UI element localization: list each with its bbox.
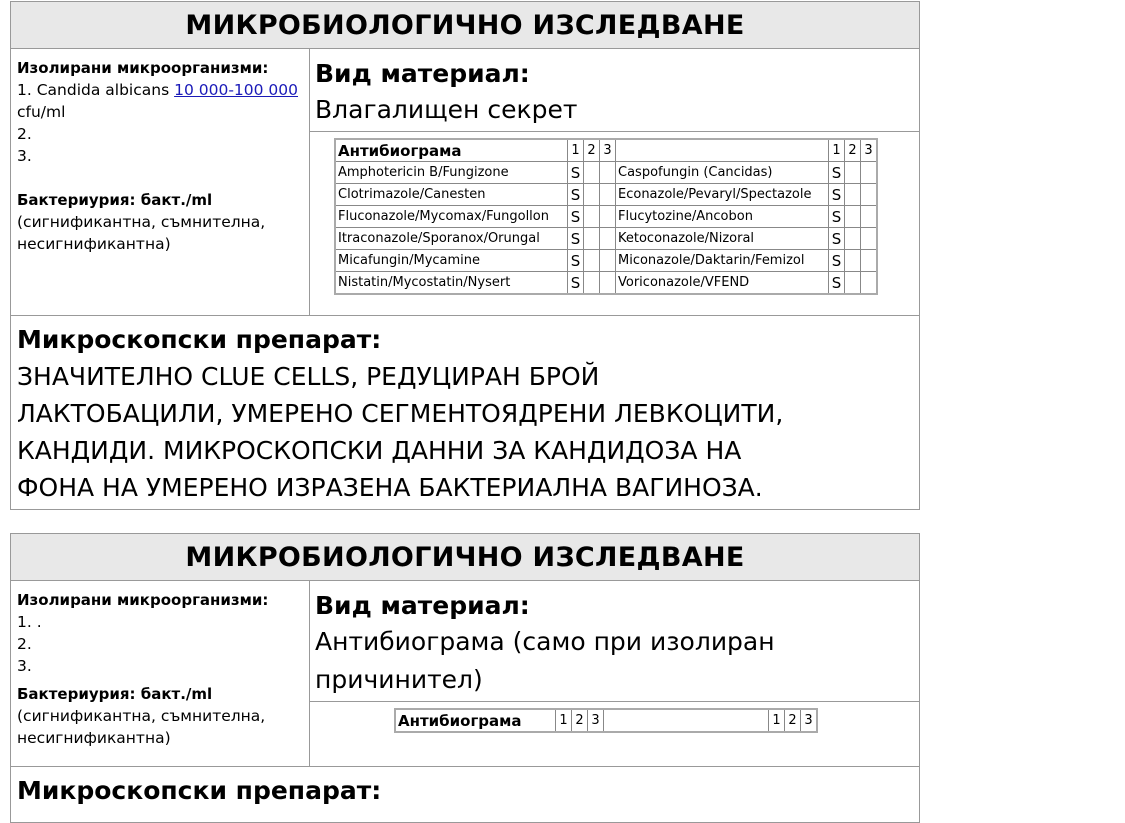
microscopy-label: Микроскопски препарат: xyxy=(17,776,382,805)
isolate-1: 1. Candida albicans 10 000-100 000 cfu/ml xyxy=(17,81,299,121)
microscopy-line: ЗНАЧИТЕЛНО CLUE CELLS, РЕДУЦИРАН БРОЙ xyxy=(17,362,600,391)
result-cell xyxy=(861,162,878,184)
antibiogram-wrap xyxy=(310,701,919,766)
result-cell xyxy=(861,272,878,295)
result-cell xyxy=(600,162,616,184)
cfu-link[interactable]: 10 000-100 000 xyxy=(174,81,299,99)
col-num: 1 xyxy=(829,139,845,162)
result-cell xyxy=(861,228,878,250)
result-cell: S xyxy=(568,250,584,272)
result-cell xyxy=(600,184,616,206)
result-cell xyxy=(600,228,616,250)
result-cell xyxy=(600,272,616,295)
isolated-organisms-panel xyxy=(11,581,310,766)
microscopy-block xyxy=(11,316,919,506)
material-value: Влагалищен секрет xyxy=(315,95,578,124)
result-cell xyxy=(845,228,861,250)
result-cell xyxy=(845,206,861,228)
antibiogram-row xyxy=(335,228,877,250)
empty-cell xyxy=(604,709,769,732)
drug-name: Itraconazole/Sporanox/Orungal xyxy=(335,228,568,250)
isolated-label: Изолирани микроорганизми: xyxy=(17,59,269,77)
result-cell: S xyxy=(568,184,584,206)
result-cell xyxy=(584,184,600,206)
antibiogram-header-row xyxy=(335,139,877,162)
drug-name: Caspofungin (Cancidas) xyxy=(616,162,829,184)
col-num: 3 xyxy=(861,139,878,162)
bacteriuria-note: (сигнификантна, съмнителна, несигнификантна) xyxy=(17,213,266,253)
bacteriuria-note: (сигнификантна, съмнителна, несигнификантна) xyxy=(17,707,266,747)
antibiogram-row xyxy=(335,272,877,295)
col-num: 1 xyxy=(769,709,785,732)
material-panel xyxy=(310,581,919,766)
result-cell xyxy=(584,206,600,228)
result-cell: S xyxy=(568,228,584,250)
col-num: 3 xyxy=(600,139,616,162)
antibiogram-row xyxy=(335,184,877,206)
microscopy-line: ЛАКТОБАЦИЛИ, УМЕРЕНО СЕГМЕНТОЯДРЕНИ ЛЕВКОЦИТИ, xyxy=(17,399,784,428)
col-num: 3 xyxy=(588,709,604,732)
drug-name: Fluconazole/Mycomax/Fungollon xyxy=(335,206,568,228)
result-cell: S xyxy=(568,272,584,295)
isolate-1: 1. . xyxy=(17,613,42,631)
result-cell: S xyxy=(829,250,845,272)
microscopy-line: КАНДИДИ. МИКРОСКОПСКИ ДАННИ ЗА КАНДИДОЗА НА xyxy=(17,436,742,465)
result-cell xyxy=(845,162,861,184)
drug-name: Miconazole/Daktarin/Femizol xyxy=(616,250,829,272)
antibiogram-wrap xyxy=(310,131,919,315)
col-num: 2 xyxy=(845,139,861,162)
microscopy-text xyxy=(17,358,919,506)
report-body-row xyxy=(11,49,919,316)
result-cell xyxy=(845,250,861,272)
drug-name: Voriconazole/VFEND xyxy=(616,272,829,295)
report-title: МИКРОБИОЛОГИЧНО ИЗСЛЕДВАНЕ xyxy=(11,2,919,49)
drug-name: Econazole/Pevaryl/Spectazole xyxy=(616,184,829,206)
result-cell: S xyxy=(829,206,845,228)
report-body-row xyxy=(11,581,919,767)
result-cell xyxy=(584,228,600,250)
antibiogram-table xyxy=(334,138,878,295)
result-cell: S xyxy=(829,184,845,206)
col-num: 1 xyxy=(568,139,584,162)
result-cell xyxy=(600,206,616,228)
material-value: Антибиограма (само при изолиран причинител) xyxy=(315,627,775,694)
result-cell: S xyxy=(829,272,845,295)
antibiogram-header: Антибиограма xyxy=(395,709,556,732)
material-block xyxy=(310,581,919,701)
antibiogram-row xyxy=(335,250,877,272)
isolated-label: Изолирани микроорганизми: xyxy=(17,591,269,609)
result-cell xyxy=(861,206,878,228)
drug-name: Nistatin/Mycostatin/Nysert xyxy=(335,272,568,295)
col-num: 2 xyxy=(584,139,600,162)
empty-cell xyxy=(616,139,829,162)
drug-name: Ketoconazole/Nizoral xyxy=(616,228,829,250)
drug-name: Clotrimazole/Canesten xyxy=(335,184,568,206)
isolated-organisms-panel xyxy=(11,49,310,315)
antibiogram-table xyxy=(394,708,818,733)
isolate-2: 2. xyxy=(17,635,32,653)
drug-name: Flucytozine/Ancobon xyxy=(616,206,829,228)
result-cell: S xyxy=(829,162,845,184)
material-panel xyxy=(310,49,919,315)
micro-report-1 xyxy=(10,1,920,510)
result-cell xyxy=(584,250,600,272)
isolate-2: 2. xyxy=(17,125,32,143)
bacteriuria-label: Бактериурия: бакт./ml xyxy=(17,191,213,209)
material-block xyxy=(310,49,919,131)
micro-report-2 xyxy=(10,533,920,823)
result-cell xyxy=(845,272,861,295)
result-cell: S xyxy=(568,206,584,228)
antibiogram-header-row xyxy=(395,709,817,732)
col-num: 2 xyxy=(572,709,588,732)
result-cell xyxy=(861,184,878,206)
microscopy-block xyxy=(11,767,919,807)
result-cell xyxy=(584,162,600,184)
antibiogram-row xyxy=(335,162,877,184)
isolate-3: 3. xyxy=(17,657,32,675)
result-cell xyxy=(861,250,878,272)
col-num: 1 xyxy=(556,709,572,732)
result-cell xyxy=(600,250,616,272)
col-num: 2 xyxy=(785,709,801,732)
drug-name: Micafungin/Mycamine xyxy=(335,250,568,272)
isolate-3: 3. xyxy=(17,147,32,165)
result-cell: S xyxy=(829,228,845,250)
antibiogram-header: Антибиограма xyxy=(335,139,568,162)
microscopy-line: ФОНА НА УМЕРЕНО ИЗРАЗЕНА БАКТЕРИАЛНА ВАГИНОЗА. xyxy=(17,473,763,502)
result-cell xyxy=(845,184,861,206)
col-num: 3 xyxy=(801,709,818,732)
material-label: Вид материал: xyxy=(315,591,530,620)
material-label: Вид материал: xyxy=(315,59,530,88)
bacteriuria-label: Бактериурия: бакт./ml xyxy=(17,685,213,703)
microscopy-label: Микроскопски препарат: xyxy=(17,325,382,354)
drug-name: Amphotericin B/Fungizone xyxy=(335,162,568,184)
result-cell: S xyxy=(568,162,584,184)
result-cell xyxy=(584,272,600,295)
report-title: МИКРОБИОЛОГИЧНО ИЗСЛЕДВАНЕ xyxy=(11,534,919,581)
antibiogram-row xyxy=(335,206,877,228)
